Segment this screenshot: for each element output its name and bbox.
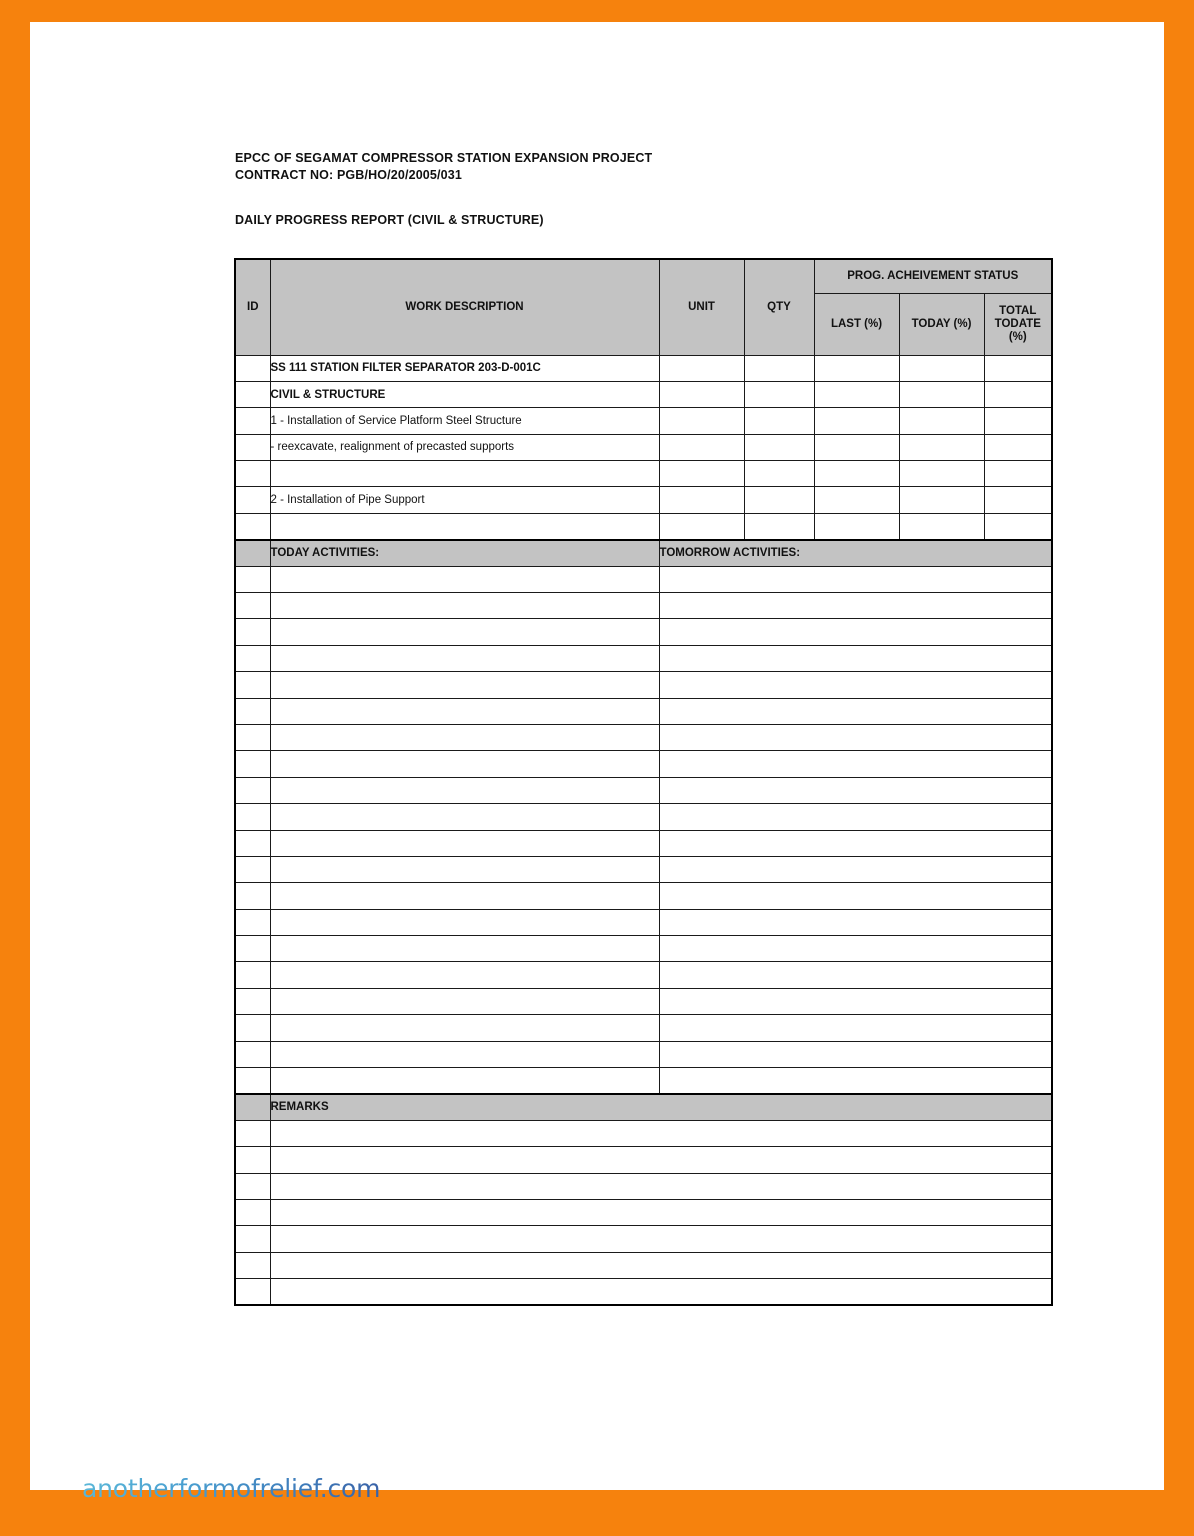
work-row-today[interactable] — [899, 434, 984, 460]
work-row-last[interactable] — [814, 513, 899, 539]
remarks-row-marker[interactable] — [235, 1147, 270, 1173]
activity-row[interactable] — [235, 566, 1052, 592]
work-row[interactable] — [235, 461, 1052, 487]
tomorrow-activity-cell[interactable] — [659, 988, 1052, 1014]
activity-row[interactable] — [235, 883, 1052, 909]
work-row-today[interactable] — [899, 408, 984, 434]
remarks-row-marker[interactable] — [235, 1226, 270, 1252]
activity-row-marker[interactable] — [235, 724, 270, 750]
tomorrow-activity-cell[interactable] — [659, 1015, 1052, 1041]
work-row-total[interactable] — [984, 487, 1052, 513]
work-row-qty[interactable] — [744, 513, 814, 539]
remarks-row-marker[interactable] — [235, 1120, 270, 1146]
tomorrow-activity-cell[interactable] — [659, 1041, 1052, 1067]
today-activity-cell[interactable] — [270, 698, 659, 724]
activity-row[interactable] — [235, 1041, 1052, 1067]
activity-row-marker[interactable] — [235, 566, 270, 592]
header-progress-group: PROG. ACHEIVEMENT STATUS — [814, 259, 1052, 293]
remarks-cell[interactable] — [270, 1120, 1052, 1146]
tomorrow-activities-label: TOMORROW ACTIVITIES: — [659, 540, 1052, 566]
tomorrow-activity-cell[interactable] — [659, 724, 1052, 750]
today-activity-cell[interactable] — [270, 936, 659, 962]
tomorrow-activity-cell[interactable] — [659, 645, 1052, 671]
today-activity-cell[interactable] — [270, 593, 659, 619]
activity-row[interactable] — [235, 830, 1052, 856]
activity-row[interactable] — [235, 698, 1052, 724]
work-row-total[interactable] — [984, 461, 1052, 487]
project-title: EPCC OF SEGAMAT COMPRESSOR STATION EXPANSION PROJECT — [235, 151, 653, 165]
work-row[interactable] — [235, 487, 1052, 513]
work-row-qty[interactable] — [744, 487, 814, 513]
tomorrow-activity-cell[interactable] — [659, 804, 1052, 830]
tomorrow-activity-cell[interactable] — [659, 698, 1052, 724]
work-row-total[interactable] — [984, 381, 1052, 407]
work-row-last[interactable] — [814, 461, 899, 487]
work-row-id[interactable] — [235, 513, 270, 539]
work-row-last[interactable] — [814, 355, 899, 381]
activity-row[interactable] — [235, 936, 1052, 962]
today-activity-cell[interactable] — [270, 883, 659, 909]
tomorrow-activity-cell[interactable] — [659, 883, 1052, 909]
header-total-todate-percent: TOTAL TODATE (%) — [984, 293, 1052, 355]
work-row-unit[interactable] — [659, 355, 744, 381]
tomorrow-activity-cell[interactable] — [659, 672, 1052, 698]
activity-row-marker[interactable] — [235, 830, 270, 856]
remarks-label: REMARKS — [270, 1094, 1052, 1120]
activity-row-marker[interactable] — [235, 883, 270, 909]
activity-row[interactable] — [235, 672, 1052, 698]
header-last-percent: LAST (%) — [814, 293, 899, 355]
today-activity-cell[interactable] — [270, 619, 659, 645]
activity-row-marker[interactable] — [235, 645, 270, 671]
page-sheet — [30, 22, 1164, 1503]
today-activity-cell[interactable] — [270, 777, 659, 803]
activity-row[interactable] — [235, 645, 1052, 671]
activity-row-marker[interactable] — [235, 988, 270, 1014]
work-row-qty[interactable] — [744, 355, 814, 381]
work-row-description[interactable] — [270, 461, 659, 487]
activity-row[interactable] — [235, 962, 1052, 988]
today-activity-cell[interactable] — [270, 909, 659, 935]
work-row-last[interactable] — [814, 408, 899, 434]
remarks-row[interactable] — [235, 1200, 1052, 1226]
today-activity-cell[interactable] — [270, 566, 659, 592]
today-activity-cell[interactable] — [270, 804, 659, 830]
header-qty: QTY — [744, 259, 814, 355]
work-row-qty[interactable] — [744, 408, 814, 434]
work-row[interactable] — [235, 513, 1052, 539]
remarks-row[interactable] — [235, 1226, 1052, 1252]
work-row-today[interactable] — [899, 487, 984, 513]
activity-row[interactable] — [235, 724, 1052, 750]
report-title: DAILY PROGRESS REPORT (CIVIL & STRUCTURE) — [235, 213, 544, 227]
activity-row[interactable] — [235, 751, 1052, 777]
work-row-total[interactable] — [984, 513, 1052, 539]
activity-row-marker[interactable] — [235, 909, 270, 935]
today-activity-cell[interactable] — [270, 856, 659, 882]
work-row-last[interactable] — [814, 487, 899, 513]
work-row-id[interactable] — [235, 355, 270, 381]
work-row-id[interactable] — [235, 408, 270, 434]
work-row-total[interactable] — [984, 408, 1052, 434]
activity-row[interactable] — [235, 909, 1052, 935]
activity-row[interactable] — [235, 856, 1052, 882]
today-activity-cell[interactable] — [270, 724, 659, 750]
work-row[interactable] — [235, 408, 1052, 434]
today-activity-cell[interactable] — [270, 1041, 659, 1067]
remarks-cell[interactable] — [270, 1279, 1052, 1305]
work-row-description[interactable] — [270, 513, 659, 539]
remarks-row-marker[interactable] — [235, 1173, 270, 1199]
remarks-row[interactable] — [235, 1120, 1052, 1146]
work-row-id[interactable] — [235, 434, 270, 460]
activity-row-marker[interactable] — [235, 777, 270, 803]
work-row-description[interactable]: 1 - Installation of Service Platform Steel Structure — [270, 408, 659, 434]
tomorrow-activity-cell[interactable] — [659, 619, 1052, 645]
remarks-row-marker[interactable] — [235, 1279, 270, 1305]
work-row-description[interactable]: 2 - Installation of Pipe Support — [270, 487, 659, 513]
today-activity-cell[interactable] — [270, 1015, 659, 1041]
tomorrow-activity-cell[interactable] — [659, 593, 1052, 619]
activity-row[interactable] — [235, 1068, 1052, 1094]
activity-row-marker[interactable] — [235, 856, 270, 882]
tomorrow-activity-cell[interactable] — [659, 751, 1052, 777]
remarks-cell[interactable] — [270, 1173, 1052, 1199]
work-row-unit[interactable] — [659, 434, 744, 460]
work-row-id[interactable] — [235, 461, 270, 487]
tomorrow-activity-cell[interactable] — [659, 909, 1052, 935]
work-row-qty[interactable] — [744, 381, 814, 407]
header-work-description: WORK DESCRIPTION — [270, 259, 659, 355]
work-row-today[interactable] — [899, 381, 984, 407]
today-activity-cell[interactable] — [270, 1068, 659, 1094]
remarks-banner-row — [235, 1094, 1052, 1120]
work-row[interactable] — [235, 355, 1052, 381]
remarks-cell[interactable] — [270, 1200, 1052, 1226]
activity-row[interactable] — [235, 804, 1052, 830]
tomorrow-activity-cell[interactable] — [659, 936, 1052, 962]
work-row-description[interactable]: - reexcavate, realignment of precasted supports — [270, 434, 659, 460]
daily-progress-table — [234, 258, 1053, 1306]
today-activity-cell[interactable] — [270, 962, 659, 988]
activity-row[interactable] — [235, 619, 1052, 645]
today-activity-cell[interactable] — [270, 830, 659, 856]
today-activities-label: TODAY ACTIVITIES: — [270, 540, 659, 566]
work-row-unit[interactable] — [659, 461, 744, 487]
work-row-description[interactable]: SS 111 STATION FILTER SEPARATOR 203-D-001C — [270, 355, 659, 381]
work-row-unit[interactable] — [659, 487, 744, 513]
work-row-last[interactable] — [814, 381, 899, 407]
activity-row-marker[interactable] — [235, 593, 270, 619]
remarks-banner-spacer — [235, 1094, 270, 1120]
tomorrow-activity-cell[interactable] — [659, 777, 1052, 803]
activity-row[interactable] — [235, 777, 1052, 803]
work-row-today[interactable] — [899, 513, 984, 539]
activity-row-marker[interactable] — [235, 698, 270, 724]
today-activity-cell[interactable] — [270, 672, 659, 698]
activity-row-marker[interactable] — [235, 672, 270, 698]
activity-row[interactable] — [235, 988, 1052, 1014]
activity-row-marker[interactable] — [235, 936, 270, 962]
tomorrow-activity-cell[interactable] — [659, 830, 1052, 856]
remarks-row[interactable] — [235, 1279, 1052, 1305]
header-unit: UNIT — [659, 259, 744, 355]
table-header-row-top — [235, 259, 1052, 293]
tomorrow-activity-cell[interactable] — [659, 1068, 1052, 1094]
tomorrow-activity-cell[interactable] — [659, 856, 1052, 882]
remarks-row-marker[interactable] — [235, 1252, 270, 1278]
work-row-total[interactable] — [984, 434, 1052, 460]
activity-row-marker[interactable] — [235, 804, 270, 830]
remarks-cell[interactable] — [270, 1252, 1052, 1278]
work-row[interactable] — [235, 434, 1052, 460]
contract-number: CONTRACT NO: PGB/HO/20/2005/031 — [235, 168, 462, 182]
work-row-unit[interactable] — [659, 513, 744, 539]
remarks-cell[interactable] — [270, 1226, 1052, 1252]
header-today-percent: TODAY (%) — [899, 293, 984, 355]
activity-row-marker[interactable] — [235, 619, 270, 645]
work-row[interactable] — [235, 381, 1052, 407]
work-row-description[interactable]: CIVIL & STRUCTURE — [270, 381, 659, 407]
today-activity-cell[interactable] — [270, 645, 659, 671]
activity-row-marker[interactable] — [235, 962, 270, 988]
work-row-today[interactable] — [899, 461, 984, 487]
activity-row[interactable] — [235, 593, 1052, 619]
work-row-qty[interactable] — [744, 461, 814, 487]
work-row-total[interactable] — [984, 355, 1052, 381]
activity-row-marker[interactable] — [235, 751, 270, 777]
document-header — [235, 150, 935, 229]
activities-banner-row — [235, 540, 1052, 566]
today-activity-cell[interactable] — [270, 988, 659, 1014]
activity-row-marker[interactable] — [235, 1015, 270, 1041]
remarks-row[interactable] — [235, 1252, 1052, 1278]
remarks-row-marker[interactable] — [235, 1200, 270, 1226]
work-row-last[interactable] — [814, 434, 899, 460]
today-activity-cell[interactable] — [270, 751, 659, 777]
tomorrow-activity-cell[interactable] — [659, 962, 1052, 988]
activity-row-marker[interactable] — [235, 1068, 270, 1094]
activity-row-marker[interactable] — [235, 1041, 270, 1067]
work-row-id[interactable] — [235, 381, 270, 407]
work-row-id[interactable] — [235, 487, 270, 513]
header-id: ID — [235, 259, 270, 355]
remarks-row[interactable] — [235, 1173, 1052, 1199]
site-watermark: anotherformofrelief.com — [82, 1474, 381, 1503]
activity-row[interactable] — [235, 1015, 1052, 1041]
tomorrow-activity-cell[interactable] — [659, 566, 1052, 592]
work-row-qty[interactable] — [744, 434, 814, 460]
remarks-row[interactable] — [235, 1147, 1052, 1173]
work-row-unit[interactable] — [659, 381, 744, 407]
work-row-today[interactable] — [899, 355, 984, 381]
remarks-cell[interactable] — [270, 1147, 1052, 1173]
work-row-unit[interactable] — [659, 408, 744, 434]
activities-banner-spacer — [235, 540, 270, 566]
